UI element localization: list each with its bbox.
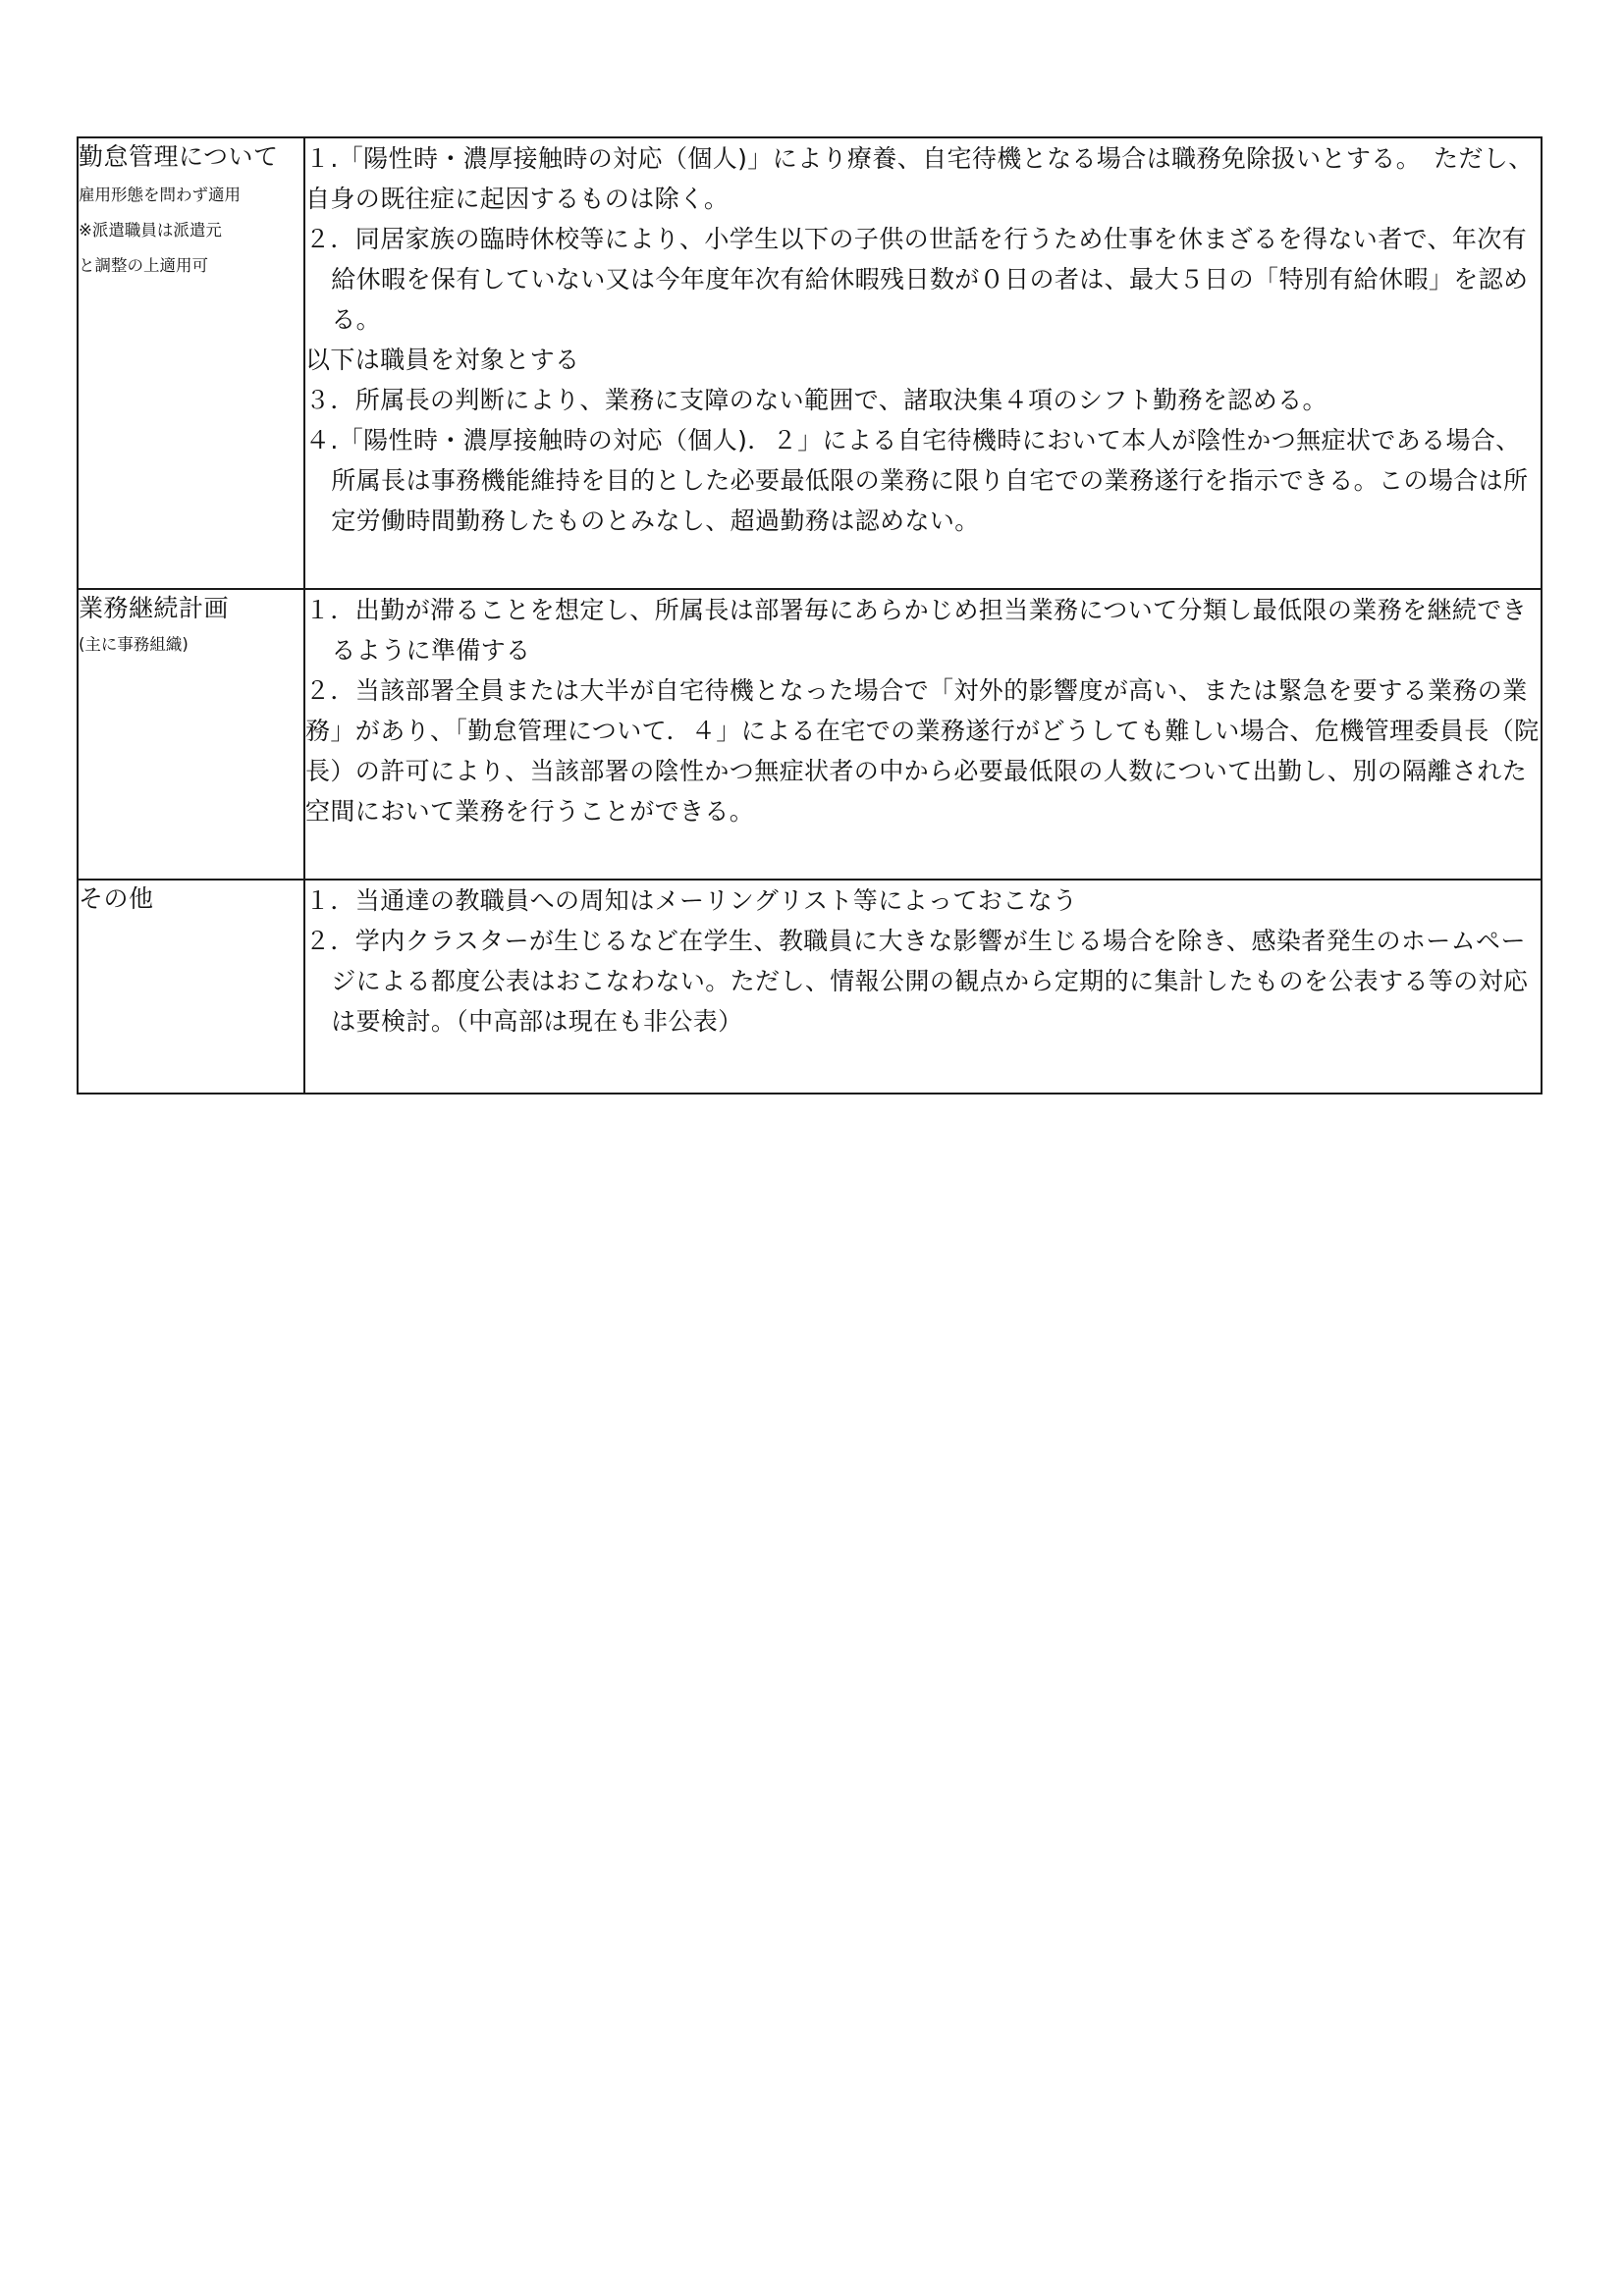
list-item: １．出勤が滞ることを想定し、所属長は部署毎にあらかじめ担当業務について分類し最低限の業務を継続できるように準備する xyxy=(305,596,1528,665)
row-note: ※派遣職員は派遣元 xyxy=(79,221,222,240)
list-item: ２．学内クラスターが生じるなど在学生、教職員に大きな影響が生じる場合を除き、感染者発生のホームページによる都度公表はおこなわない。ただし、情報公開の観点から定期的に集計したものを公表する等の対応は要検討。（中高部は現在も非公表） xyxy=(305,927,1529,1036)
list-item: １．当通達の教職員への周知はメーリングリスト等によっておこなう xyxy=(305,886,1078,915)
list-item: ４.「陽性時・濃厚接触時の対応（個人)．２」による自宅待機時において本人が陰性かつ無症状である場合、所属長は事務機能維持を目的とした必要最低限の業務に限り自宅での業務遂行を指示できる。この場合は所定労働時間勤務したものとみなし、超過勤務は認めない。 xyxy=(305,426,1529,535)
list-item: １.「陽性時・濃厚接触時の対応（個人)」により療養、自宅待機となる場合は職務免除扱いとする。 ただし、自身の既往症に起因するものは除く。 xyxy=(305,144,1534,213)
list-item: ３．所属長の判断により、業務に支障のない範囲で、諸取決集４項のシフト勤務を認める。 xyxy=(305,386,1327,414)
row-body-cell xyxy=(304,137,1542,589)
table-row-other xyxy=(78,880,1542,1094)
row-body-cell xyxy=(304,589,1542,880)
row-note: 雇用形態を問わず適用 xyxy=(79,186,241,204)
row-label-cell xyxy=(78,589,304,880)
row-label-cell xyxy=(78,137,304,589)
row-body-cell xyxy=(304,880,1542,1094)
row-label: 勤怠管理について xyxy=(79,142,279,171)
row-label: 業務継続計画 xyxy=(79,594,230,622)
section-note: 以下は職員を対象とする xyxy=(305,346,580,374)
policy-table xyxy=(77,136,1543,1095)
list-item: ２．同居家族の臨時休校等により、小学生以下の子供の世話を行うため仕事を休まざるを得ない者で、年次有給休暇を保有していない又は今年度年次有給休暇残日数が０日の者は、最大５日の「特別有給休暇」を認める。 xyxy=(305,225,1529,334)
row-note: (主に事務組織) xyxy=(79,635,189,654)
row-note: と調整の上適用可 xyxy=(79,256,208,275)
list-item: ２．当該部署全員または大半が自宅待機となった場合で「対外的影響度が高い、または緊急を要する業務の業務」があり、「勤怠管理について．４」による在宅での業務遂行がどうしても難しい場合、危機管理委員長（院長）の許可により、当該部署の陰性かつ無症状者の中から必要最低限の人数について出勤し、別の隔離された空間において業務を行うことができる。 xyxy=(305,676,1540,826)
table-row-attendance xyxy=(78,137,1542,589)
table-row-business-continuity xyxy=(78,589,1542,880)
row-label: その他 xyxy=(79,884,154,913)
row-label-cell xyxy=(78,880,304,1094)
